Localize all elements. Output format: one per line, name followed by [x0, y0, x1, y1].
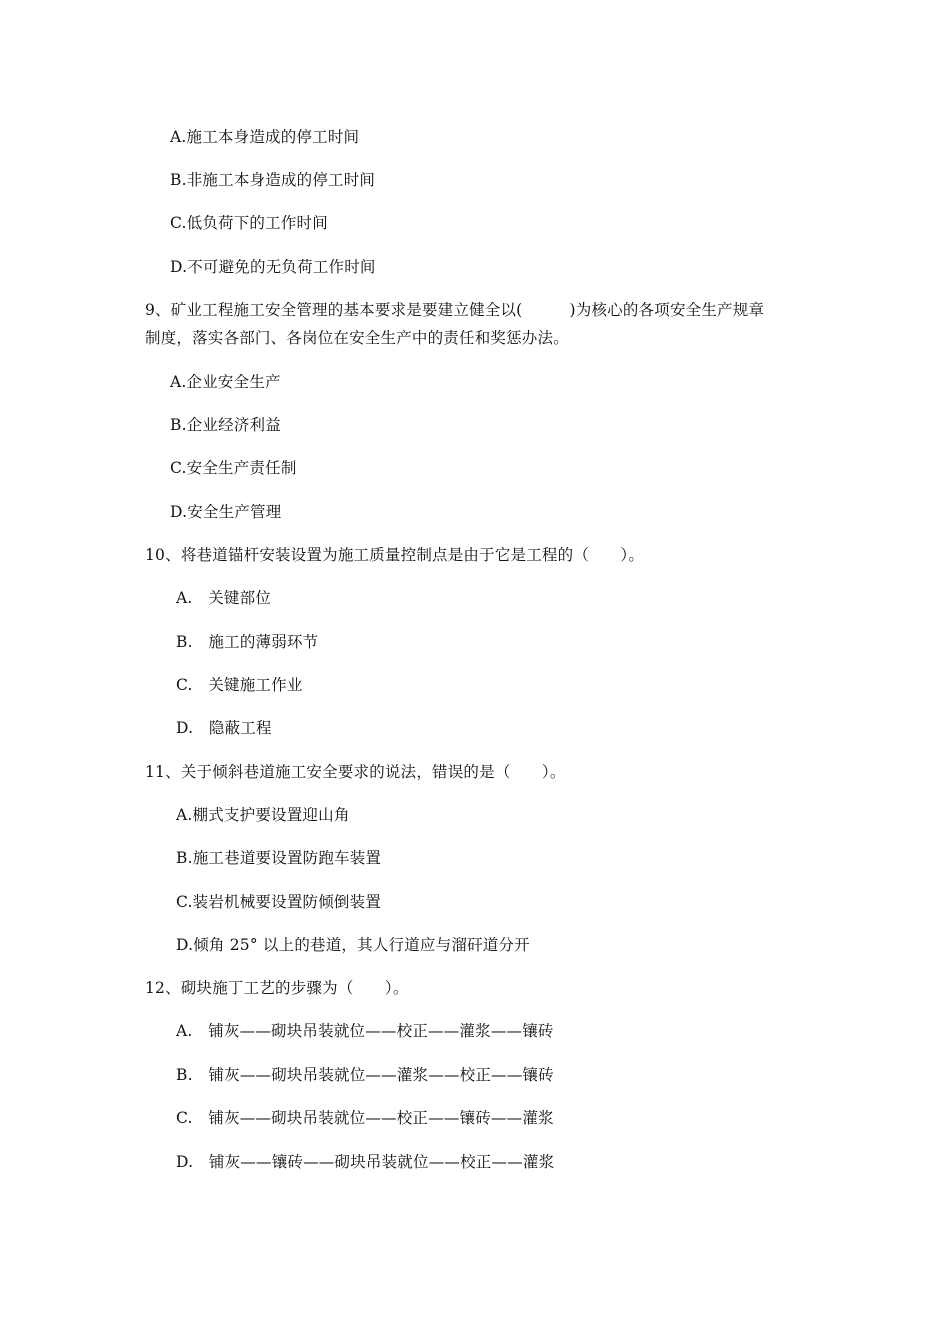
q12-option-b: B. 铺灰——砌块吊装就位——灌浆——校正——镶砖: [176, 1066, 554, 1084]
q8-option-c: C.低负荷下的工作时间: [170, 214, 328, 232]
q11-option-c: C.装岩机械要设置防倾倒装置: [176, 893, 382, 911]
q11-option-a: A.棚式支护要设置迎山角: [176, 806, 350, 824]
q12-option-c: C. 铺灰——砌块吊装就位——校正——镶砖——灌浆: [176, 1109, 554, 1127]
q12-stem: 12、砌块施丁工艺的步骤为（ ）。: [145, 979, 409, 997]
q9-option-d: D.安全生产管理: [170, 503, 282, 521]
q11-option-b: B.施工巷道要设置防跑车装置: [176, 849, 382, 867]
q9-stem-line1: 9、矿业工程施工安全管理的基本要求是要建立健全以( )为核心的各项安全生产规章: [145, 301, 765, 319]
q9-option-c: C.安全生产责任制: [170, 459, 297, 477]
q11-stem: 11、关于倾斜巷道施工安全要求的说法，错误的是（ ）。: [145, 763, 566, 781]
q9-stem-line2: 制度，落实各部门、各岗位在安全生产中的责任和奖惩办法。: [145, 329, 569, 347]
q8-option-a: A.施工本身造成的停工时间: [170, 128, 360, 146]
q10-option-c: C. 关键施工作业: [176, 676, 303, 694]
q10-option-b: B. 施工的薄弱环节: [176, 633, 319, 651]
q9-option-b: B.企业经济利益: [170, 416, 281, 434]
q12-option-a: A. 铺灰——砌块吊装就位——校正——灌浆——镶砖: [176, 1022, 554, 1040]
q8-option-d: D.不可避免的无负荷工作时间: [170, 258, 376, 276]
q9-option-a: A.企业安全生产: [170, 373, 281, 391]
q11-option-d: D.倾角 25° 以上的巷道，其人行道应与溜矸道分开: [176, 936, 530, 954]
q8-option-b: B.非施工本身造成的停工时间: [170, 171, 376, 189]
q10-stem: 10、将巷道锚杆安装设置为施工质量控制点是由于它是工程的（ ）。: [145, 546, 645, 564]
q10-option-a: A. 关键部位: [176, 589, 272, 607]
q10-option-d: D. 隐蔽工程: [176, 719, 272, 737]
q12-option-d: D. 铺灰——镶砖——砌块吊装就位——校正——灌浆: [176, 1153, 555, 1171]
